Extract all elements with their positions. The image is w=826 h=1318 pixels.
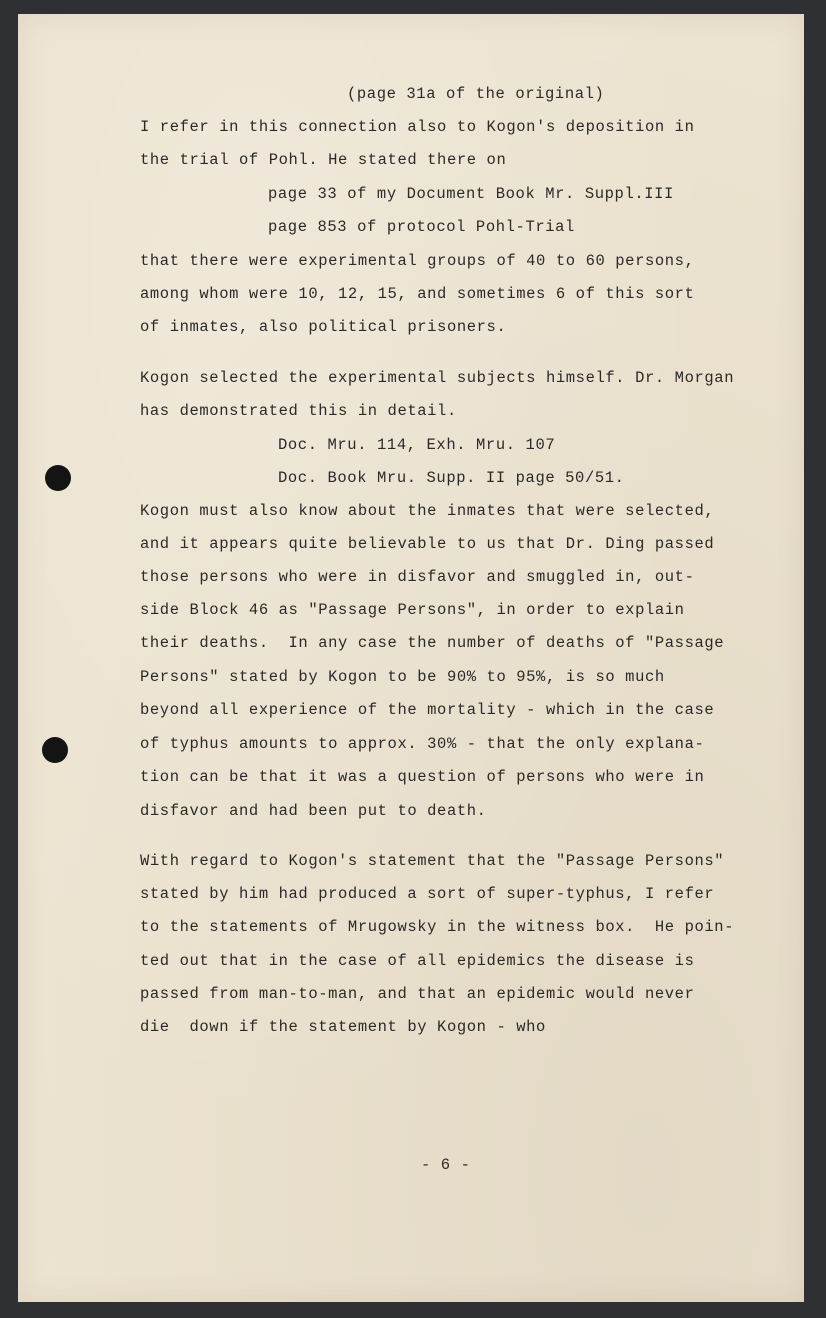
text-line: the trial of Pohl. He stated there on	[140, 151, 507, 169]
text-line: their deaths. In any case the number of deaths of "Passage	[140, 634, 725, 652]
text-line: to the statements of Mrugowsky in the witness box. He poin-	[140, 918, 735, 936]
text-line: has demonstrated this in detail.	[140, 402, 457, 420]
text-line: With regard to Kogon's statement that the "Passage Persons"	[140, 852, 725, 870]
page-header: (page 31a of the original)	[347, 85, 605, 103]
text-line: I refer in this connection also to Kogon's deposition in	[140, 118, 695, 136]
text-line: die down if the statement by Kogon - who	[140, 1018, 546, 1036]
citation-line: Doc. Mru. 114, Exh. Mru. 107	[278, 436, 556, 454]
text-line: stated by him had produced a sort of super-typhus, I refer	[140, 885, 715, 903]
page-number: - 6 -	[421, 1156, 471, 1174]
text-line: beyond all experience of the mortality - which in the case	[140, 701, 715, 719]
text-line: that there were experimental groups of 40 to 60 persons,	[140, 252, 695, 270]
text-line: tion can be that it was a question of persons who were in	[140, 768, 705, 786]
citation-line: Doc. Book Mru. Supp. II page 50/51.	[278, 469, 625, 487]
text-line: disfavor and had been put to death.	[140, 802, 487, 820]
text-line: Kogon must also know about the inmates that were selected,	[140, 502, 715, 520]
text-line: among whom were 10, 12, 15, and sometimes 6 of this sort	[140, 285, 695, 303]
text-line: Kogon selected the experimental subjects himself. Dr. Morgan	[140, 369, 735, 387]
text-line: of inmates, also political prisoners.	[140, 318, 507, 336]
text-line: side Block 46 as "Passage Persons", in order to explain	[140, 601, 685, 619]
text-line: Persons" stated by Kogon to be 90% to 95%, is so much	[140, 668, 665, 686]
text-line: and it appears quite believable to us that Dr. Ding passed	[140, 535, 715, 553]
text-line: those persons who were in disfavor and smuggled in, out-	[140, 568, 695, 586]
text-line: passed from man-to-man, and that an epidemic would never	[140, 985, 695, 1003]
document-page	[18, 14, 804, 1302]
text-line: ted out that in the case of all epidemics the disease is	[140, 952, 695, 970]
citation-line: page 853 of protocol Pohl-Trial	[268, 218, 575, 236]
citation-line: page 33 of my Document Book Mr. Suppl.III	[268, 185, 674, 203]
text-line: of typhus amounts to approx. 30% - that the only explana-	[140, 735, 705, 753]
punch-hole	[42, 737, 68, 763]
punch-hole	[45, 465, 71, 491]
